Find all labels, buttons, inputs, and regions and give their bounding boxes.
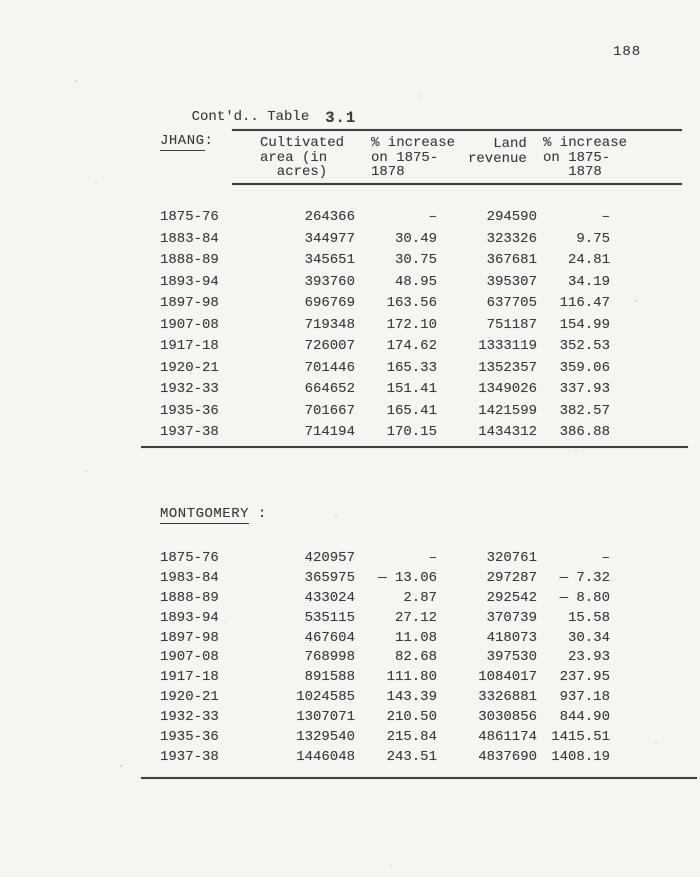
year-cell: 1983-84 <box>160 569 219 586</box>
land-revenue-cell: 4861174 <box>478 729 537 746</box>
pct-increase-cell: 359.06 <box>559 359 610 376</box>
table-row <box>160 589 612 609</box>
pct-increase-cell: 15.58 <box>567 609 610 626</box>
pct-increase-cell: 24.81 <box>567 252 610 268</box>
table-row <box>160 379 612 401</box>
section-label-montgomery-colon: : <box>249 506 267 522</box>
cultivated-area-cell: 1446048 <box>296 748 355 765</box>
year-cell: 1875-76 <box>160 550 219 566</box>
section-label-montgomery-text: MONTGOMERY <box>160 506 250 522</box>
year-cell: 1897-98 <box>160 295 219 311</box>
cultivated-area-cell: 467604 <box>304 629 355 646</box>
year-cell: 1920-21 <box>160 689 219 706</box>
land-revenue-cell: 3326881 <box>478 689 537 706</box>
table-row <box>160 401 612 423</box>
year-cell: 1932-33 <box>160 709 219 726</box>
pct-increase-cell: 210.50 <box>386 709 437 726</box>
land-revenue-cell: 1434312 <box>478 424 537 440</box>
pct-increase-cell: 165.41 <box>386 402 437 419</box>
pct-increase-cell: – <box>428 550 437 566</box>
pct-increase-cell: 111.80 <box>386 669 437 686</box>
cultivated-area-cell: 535115 <box>304 609 355 626</box>
pct-increase-cell: 11.08 <box>394 629 437 646</box>
cultivated-area-cell: 714194 <box>304 424 355 440</box>
land-revenue-cell: 323326 <box>486 230 537 247</box>
cultivated-area-cell: 664652 <box>304 381 355 397</box>
cultivated-area-cell: 1024585 <box>296 689 355 706</box>
pct-increase-cell: — 7.32 <box>559 569 610 586</box>
pct-increase-cell: 386.88 <box>559 424 610 440</box>
table-row <box>160 422 612 444</box>
pct-increase-cell: 170.15 <box>386 424 437 440</box>
land-revenue-cell: 320761 <box>486 550 537 566</box>
scan-noise <box>75 80 77 82</box>
pct-increase-cell: 237.95 <box>559 669 610 686</box>
cultivated-area-cell: 433024 <box>304 589 355 606</box>
land-revenue-cell: 418073 <box>486 629 537 646</box>
column-header-cultivated-area: Cultivated area (in acres) <box>260 135 345 180</box>
montgomery-table-rows <box>160 549 612 768</box>
cultivated-area-cell: 264366 <box>304 209 355 225</box>
page-number: 188 <box>613 44 642 60</box>
table-row <box>160 609 612 629</box>
year-cell: 1937-38 <box>160 424 219 440</box>
pct-increase-cell: – <box>601 550 610 566</box>
section-label-montgomery <box>160 506 267 522</box>
table-row <box>160 272 612 294</box>
table-row <box>160 708 612 728</box>
table-row <box>160 250 612 272</box>
land-revenue-cell: 370739 <box>486 609 537 626</box>
table-row <box>160 748 612 768</box>
cultivated-area-cell: 345651 <box>304 252 355 268</box>
land-revenue-cell: 1333119 <box>478 338 537 354</box>
pct-increase-cell: 352.53 <box>559 338 610 354</box>
cultivated-area-cell: 1307071 <box>296 709 355 726</box>
table-header-top-rule <box>232 129 682 131</box>
land-revenue-cell: 1421599 <box>478 402 537 419</box>
year-cell: 1893-94 <box>160 609 219 626</box>
year-cell: 1935-36 <box>160 402 219 419</box>
year-cell: 1888-89 <box>160 589 219 606</box>
pct-increase-cell: 172.10 <box>386 316 437 333</box>
year-cell: 1907-08 <box>160 316 219 333</box>
caption-text: Cont'd.. Table <box>191 109 310 125</box>
table-row <box>160 569 612 589</box>
year-cell: 1937-38 <box>160 748 219 765</box>
year-cell: 1897-98 <box>160 629 219 646</box>
land-revenue-cell: 1352357 <box>478 359 537 376</box>
pct-increase-cell: 382.57 <box>559 402 610 419</box>
cultivated-area-cell: 1329540 <box>296 729 355 746</box>
year-cell: 1907-08 <box>160 649 219 666</box>
land-revenue-cell: 637705 <box>486 295 537 311</box>
year-cell: 1935-36 <box>160 729 219 746</box>
pct-increase-cell: 27.12 <box>394 609 437 626</box>
land-revenue-cell: 397530 <box>486 649 537 666</box>
table-header-bottom-rule <box>232 183 682 185</box>
pct-increase-cell: 30.34 <box>567 629 610 646</box>
cultivated-area-cell: 393760 <box>304 273 355 290</box>
land-revenue-cell: 395307 <box>486 273 537 290</box>
cultivated-area-cell: 768998 <box>304 649 355 666</box>
section-label-jhang-colon: : <box>204 133 214 149</box>
land-revenue-cell: 3030856 <box>478 709 537 726</box>
pct-increase-cell: 116.47 <box>559 295 610 311</box>
land-revenue-cell: 751187 <box>486 316 537 333</box>
land-revenue-cell: 297287 <box>486 569 537 586</box>
table-row <box>160 293 612 315</box>
year-cell: 1932-33 <box>160 381 219 397</box>
table-row <box>160 629 612 649</box>
cultivated-area-cell: 344977 <box>304 230 355 247</box>
table-row <box>160 315 612 337</box>
cultivated-area-cell: 719348 <box>304 316 355 333</box>
land-revenue-cell: 1084017 <box>478 669 537 686</box>
year-cell: 1920-21 <box>160 359 219 376</box>
pct-increase-cell: 174.62 <box>386 338 437 354</box>
pct-increase-cell: 82.68 <box>394 649 437 666</box>
section-label-jhang-text: JHANG <box>160 133 205 149</box>
pct-increase-cell: 48.95 <box>394 273 437 290</box>
pct-increase-cell: — 13.06 <box>378 569 437 586</box>
table-bottom-rule <box>141 777 697 779</box>
pct-increase-cell: 23.93 <box>567 649 610 666</box>
column-header-pct-increase-2: % increase on 1875- 1878 <box>543 135 628 180</box>
table-row <box>160 229 612 251</box>
cultivated-area-cell: 696769 <box>304 295 355 311</box>
table-row <box>160 668 612 688</box>
table-row <box>160 336 612 358</box>
cultivated-area-cell: 891588 <box>304 669 355 686</box>
pct-increase-cell: — 8.80 <box>559 589 610 606</box>
table-number: 3.1 <box>325 109 357 127</box>
column-header-pct-increase-1: % increase on 1875- 1878 <box>371 135 456 180</box>
year-cell: 1883-84 <box>160 230 219 247</box>
table-row <box>160 688 612 708</box>
column-header-land-revenue: Land revenue <box>468 136 527 167</box>
cultivated-area-cell: 726007 <box>304 338 355 354</box>
year-cell: 1875-76 <box>160 209 219 225</box>
pct-increase-cell: 143.39 <box>386 689 437 706</box>
land-revenue-cell: 4837690 <box>478 748 537 765</box>
land-revenue-cell: 294590 <box>486 209 537 225</box>
pct-increase-cell: 9.75 <box>576 230 610 247</box>
pct-increase-cell: 937.18 <box>559 689 610 706</box>
pct-increase-cell: 154.99 <box>559 316 610 333</box>
pct-increase-cell: – <box>428 209 437 225</box>
pct-increase-cell: 1408.19 <box>551 748 610 765</box>
table-row <box>160 207 612 229</box>
table-row <box>160 648 612 668</box>
land-revenue-cell: 292542 <box>486 589 537 606</box>
jhang-table-rows <box>160 207 612 444</box>
table-row <box>160 728 612 748</box>
land-revenue-cell: 367681 <box>486 252 537 268</box>
cultivated-area-cell: 701446 <box>304 359 355 376</box>
land-revenue-cell: 1349026 <box>478 381 537 397</box>
year-cell: 1893-94 <box>160 273 219 290</box>
cultivated-area-cell: 701667 <box>304 402 355 419</box>
year-cell: 1917-18 <box>160 338 219 354</box>
year-cell: 1888-89 <box>160 252 219 268</box>
pct-increase-cell: 30.49 <box>394 230 437 247</box>
cultivated-area-cell: 420957 <box>304 550 355 566</box>
pct-increase-cell: 2.87 <box>403 589 437 606</box>
pct-increase-cell: 844.90 <box>559 709 610 726</box>
table-row <box>160 358 612 380</box>
pct-increase-cell: – <box>601 209 610 225</box>
pct-increase-cell: 337.93 <box>559 381 610 397</box>
section-divider-rule <box>141 446 688 448</box>
pct-increase-cell: 243.51 <box>386 748 437 765</box>
pct-increase-cell: 163.56 <box>386 295 437 311</box>
pct-increase-cell: 34.19 <box>567 273 610 290</box>
cultivated-area-cell: 365975 <box>304 569 355 586</box>
pct-increase-cell: 165.33 <box>386 359 437 376</box>
section-label-jhang <box>160 133 213 149</box>
year-cell: 1917-18 <box>160 669 219 686</box>
pct-increase-cell: 215.84 <box>386 729 437 746</box>
table-row <box>160 549 612 569</box>
pct-increase-cell: 30.75 <box>394 252 437 268</box>
pct-increase-cell: 151.41 <box>386 381 437 397</box>
pct-increase-cell: 1415.51 <box>551 729 610 746</box>
